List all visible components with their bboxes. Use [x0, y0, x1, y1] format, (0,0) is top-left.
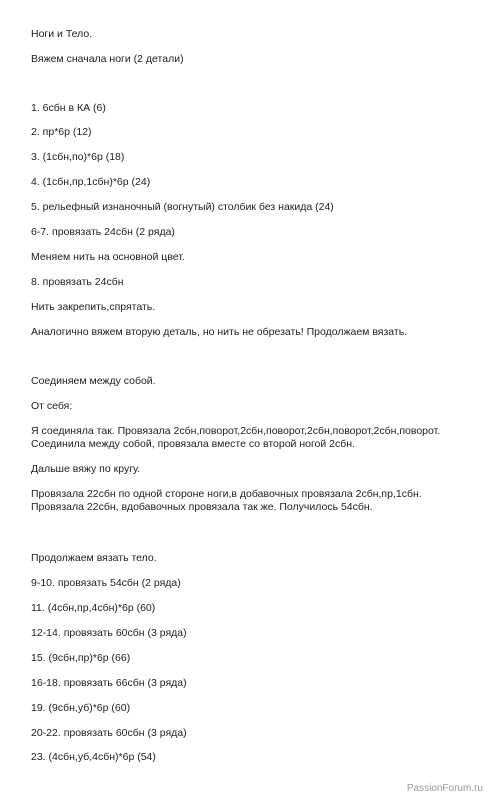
body-row-20-22: 20-22. провязать 60сбн (3 ряда) [31, 727, 187, 739]
join-heading: Соединяем между собой. [31, 375, 156, 387]
legs-row-8: 8. провязать 24сбн [31, 276, 124, 288]
from-me-label: От себя: [31, 400, 73, 412]
change-color-note: Меняем нить на основной цвет. [31, 251, 185, 263]
legs-row-1: 1. 6сбн в КА (6) [31, 102, 106, 114]
body-row-11: 11. (4сбн,пр,4сбн)*6р (60) [31, 602, 156, 614]
legs-row-3: 3. (1сбн,по)*6р (18) [31, 151, 125, 163]
body-heading: Продолжаем вязать тело. [31, 552, 157, 564]
watermark: PassionForum.ru [406, 783, 483, 794]
legs-row-2: 2. пр*6р (12) [31, 126, 92, 138]
count-paragraph: Провязала 22сбн по одной стороне ноги,в добавочных провязала 2сбн,пр,1сбн. Провязала 22сбн, вдобавочных провязала так же. Получилось 54сбн. [31, 488, 422, 513]
body-row-15: 15. (9сбн,пр)*6р (66) [31, 652, 131, 664]
body-row-9-10: 9-10. провязать 54сбн (2 ряда) [31, 577, 181, 589]
body-row-19: 19. (9сбн,уб)*6р (60) [31, 702, 131, 714]
circle-note: Дальше вяжу по кругу. [31, 463, 141, 475]
fasten-note: Нить закрепить,спрятать. [31, 301, 156, 313]
document-title: Ноги и Тело. [31, 28, 93, 40]
second-part-note: Аналогично вяжем вторую деталь, но нить не обрезать! Продолжаем вязать. [31, 326, 408, 338]
body-row-16-18: 16-18. провязать 66сбн (3 ряда) [31, 677, 187, 689]
join-paragraph: Я соединяла так. Провязала 2сбн,поворот,2сбн,поворот,2сбн,поворот,2сбн,поворот. Соединила между собой, провязала вместе со второй ногой 2сбн. [31, 425, 441, 450]
intro-text: Вяжем сначала ноги (2 детали) [31, 53, 184, 65]
body-row-12-14: 12-14. провязать 60сбн (3 ряда) [31, 627, 187, 639]
legs-row-5: 5. рельефный изнаночный (вогнутый) столбик без накида (24) [31, 201, 334, 213]
legs-row-4: 4. (1сбн,пр,1сбн)*6р (24) [31, 176, 151, 188]
legs-row-6-7: 6-7. провязать 24сбн (2 ряда) [31, 226, 175, 238]
body-row-23: 23. (4сбн,уб,4сбн)*6р (54) [31, 751, 156, 763]
